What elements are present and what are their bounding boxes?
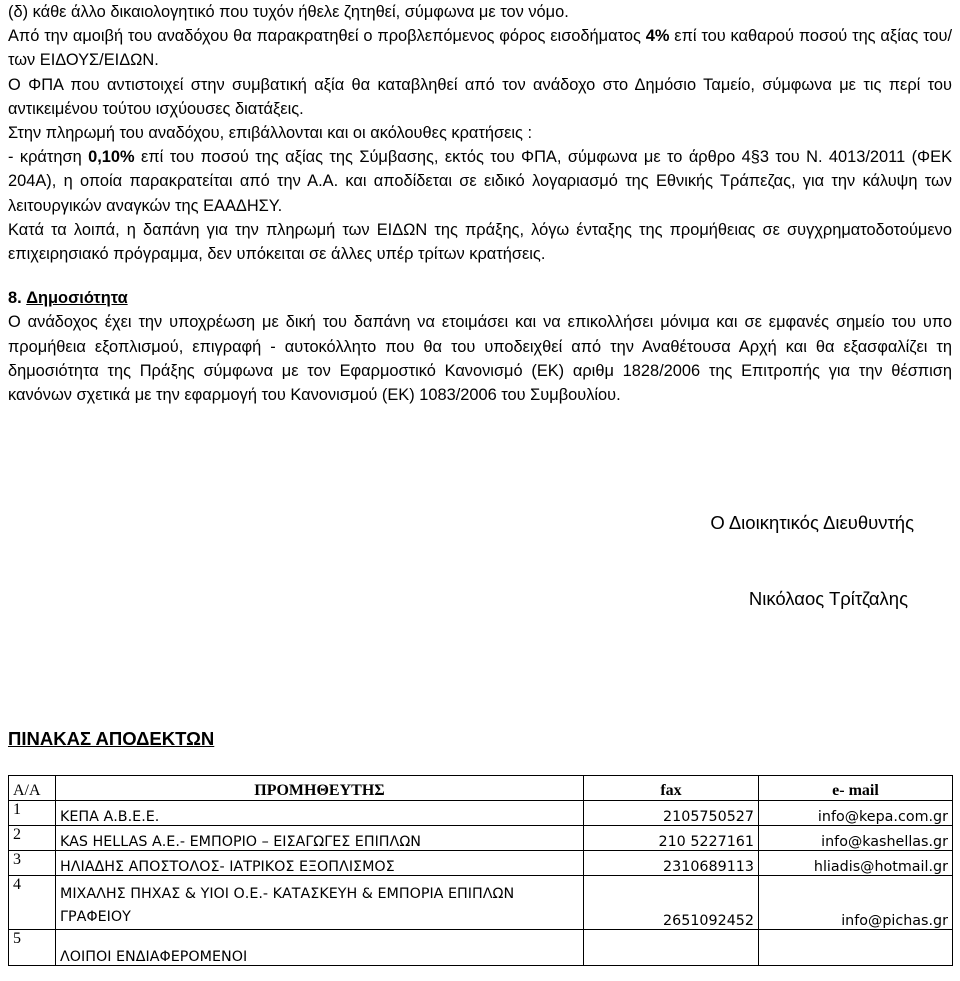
section-title: Δημοσιότητα (26, 289, 128, 308)
table-row (9, 930, 953, 966)
table-row (9, 826, 953, 851)
row-fax: 2105750527 (584, 801, 759, 826)
row-email (759, 930, 953, 966)
table-row (9, 876, 953, 930)
table-header-row (9, 776, 953, 801)
row-email: hliadis@hotmail.gr (759, 851, 953, 876)
signature-name: Νικόλαος Τρίτζαλης (748, 588, 908, 609)
header-fax: fax (584, 776, 759, 801)
row-number: 3 (9, 851, 56, 876)
deduction-text: - κράτηση (8, 148, 89, 167)
row-fax: 2310689113 (584, 851, 759, 876)
row-supplier: KAS HELLAS Α.Ε.- ΕΜΠΟΡΙΟ – ΕΙΣΑΓΩΓΕΣ ΕΠΙΠΛΩΝ (56, 826, 584, 851)
deduction-text-end: επί του ποσού της αξίας της Σύμβασης, εκτός του ΦΠΑ, σύμφωνα με το άρθρο 4§3 του Ν. 4013/2011 (ΦΕΚ 204Α), η οποία παρακρατείται από την Α.Α. και αποδίδεται σε ειδικό λογαριασμό της Εθνικής Τράπεζας, για την κάλυψη των λειτουργικών αναγκών της ΕΑΑΔΗΣΥ. (8, 148, 952, 215)
header-supplier: ΠΡΟΜΗΘΕΥΤΗΣ (56, 776, 584, 801)
income-tax-text-end: επί του καθαρού ποσού της αξίας του/των ΕΙΔΟΥΣ/ΕΙΔΩΝ. (8, 27, 952, 70)
paragraph-documents-item: (δ) κάθε άλλο δικαιολογητικό που τυχόν ήθελε ζητηθεί, σύμφωνα με τον νόμο. (8, 3, 569, 21)
section-8-heading (8, 286, 952, 310)
document-page (8, 0, 952, 407)
row-fax: 210 5227161 (584, 826, 759, 851)
row-supplier-line2: ΓΡΑΦΕΙΟΥ (60, 909, 131, 925)
paragraph-deductions-intro: Στην πληρωμή του αναδόχου, επιβάλλονται και οι ακόλουθες κρατήσεις : (8, 124, 533, 143)
row-supplier: ΗΛΙΑΔΗΣ ΑΠΟΣΤΟΛΟΣ- ΙΑΤΡΙΚΟΣ ΕΞΟΠΛΙΣΜΟΣ (56, 851, 584, 876)
table-row (9, 801, 953, 826)
row-email: info@kashellas.gr (759, 826, 953, 851)
row-fax: 2651092452 (584, 876, 759, 930)
row-supplier (56, 876, 584, 930)
paragraph-income-tax (8, 24, 952, 72)
spacer (8, 266, 952, 286)
signature-title: Ο Διοικητικός Διευθυντής (710, 512, 914, 533)
row-supplier: ΛΟΙΠΟΙ ΕΝΔΙΑΦΕΡΟΜΕΝΟΙ (56, 930, 584, 966)
paragraph-deduction-detail (8, 145, 952, 218)
header-email: e- mail (759, 776, 953, 801)
section-8-body: Ο ανάδοχος έχει την υποχρέωση με δική του δαπάνη να ετοιμάσει και να επικολλήσει μόνιμα και σε εμφανές σημείο του υπο προμήθεια εξοπλισμού, επιγραφή - αυτοκόλλητο που θα του υποδειχθεί από την Αναθέτουσα Αρχή και θα εξασφαλίζει τη δημοσιότητα της Πράξης σύμφωνα με τον Εφαρμοστικό Κανονισμό (ΕΚ) αριθμ 1828/2006 της Επιτροπής για την θέσπιση κανόνων σχετικά με την εφαρμογή του Κανονισμού (ΕΚ) 1083/2006 του Συμβουλίου. (8, 313, 952, 405)
row-number: 4 (9, 876, 56, 930)
header-aa: Α/Α (9, 776, 56, 801)
row-number: 1 (9, 801, 56, 826)
table-row (9, 851, 953, 876)
row-email: info@pichas.gr (759, 876, 953, 930)
section-number: 8. (8, 289, 22, 308)
income-tax-text: Από την αμοιβή του αναδόχου θα παρακρατηθεί ο προβλεπόμενος φόρος εισοδήματος (8, 27, 646, 46)
row-email: info@kepa.com.gr (759, 801, 953, 826)
row-number: 5 (9, 930, 56, 966)
row-supplier-line1: ΜΙΧΑΛΗΣ ΠΗΧΑΣ & ΥΙΟΙ Ο.Ε.- ΚΑΤΑΣΚΕΥΗ & ΕΜΠΟΡΙΑ ΕΠΙΠΛΩΝ (60, 886, 515, 902)
recipients-table-title: ΠΙΝΑΚΑΣ ΑΠΟΔΕΚΤΩΝ (8, 728, 215, 749)
deduction-rate: 0,10% (88, 148, 135, 167)
row-number: 2 (9, 826, 56, 851)
paragraph-other-deductions: Κατά τα λοιπά, η δαπάνη για την πληρωμή των ΕΙΔΩΝ της πράξης, λόγω ένταξης της προμήθειας σε συγχρηματοδοτούμενο επιχειρησιακό πρόγραμμα, δεν υπόκειται σε άλλες υπέρ τρίτων κρατήσεις. (8, 220, 952, 264)
income-tax-rate: 4% (645, 27, 670, 46)
row-fax (584, 930, 759, 966)
recipients-table (8, 775, 953, 966)
row-supplier: ΚΕΠΑ Α.Β.Ε.Ε. (56, 801, 584, 826)
paragraph-vat: Ο ΦΠΑ που αντιστοιχεί στην συμβατική αξία θα καταβληθεί από τον ανάδοχο στο Δημόσιο Ταμείο, σύμφωνα με τις περί του αντικειμένου τούτου ισχύουσες διατάξεις. (8, 75, 952, 118)
